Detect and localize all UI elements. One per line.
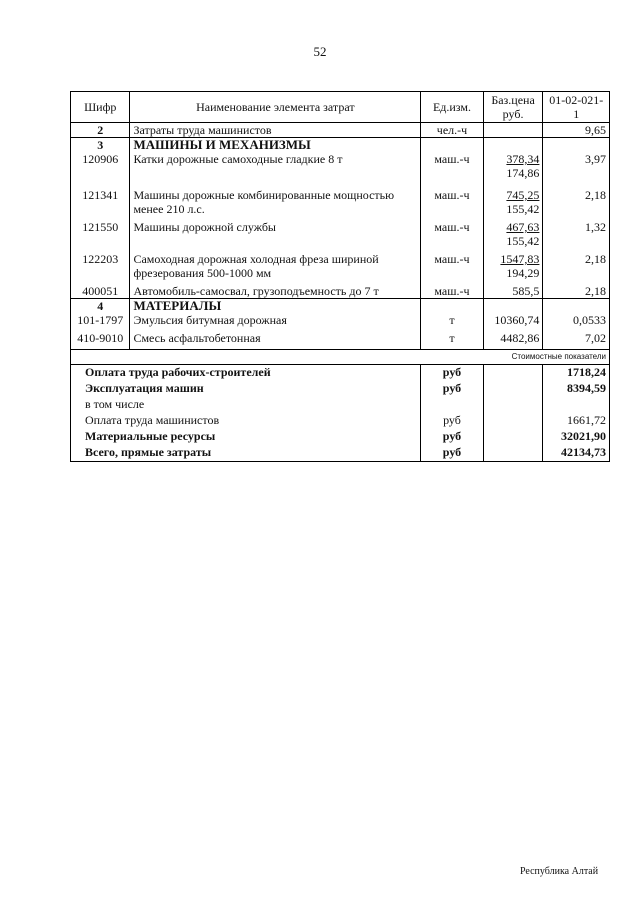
- table-row: [71, 252, 610, 284]
- header-name: Наименование элемента затрат: [130, 92, 421, 123]
- row-value: 1,32: [543, 220, 610, 252]
- header-unit: Ед.изм.: [421, 92, 483, 123]
- row-name: Машины дорожные комбинированные мощностью менее 210 л.с.: [130, 188, 421, 220]
- row-name: Машины дорожной службы: [130, 220, 421, 252]
- row-code: 410-9010: [71, 331, 130, 349]
- table-row: [71, 220, 610, 252]
- total-row: [71, 429, 610, 445]
- price-bottom: 155,42: [506, 234, 540, 248]
- cost-header: Стоимостные показатели: [71, 349, 610, 364]
- total-unit: руб: [421, 364, 483, 381]
- row-value: 3,97: [543, 152, 610, 188]
- table-row: [71, 152, 610, 188]
- row-price: [483, 188, 543, 220]
- section-title: МАТЕРИАЛЫ: [130, 299, 421, 314]
- table-row: [71, 123, 610, 138]
- cost-table: [70, 91, 610, 462]
- row-value: 2,18: [543, 252, 610, 284]
- row-price: [483, 252, 543, 284]
- section-code: 4: [71, 299, 130, 314]
- price-top: 745,25: [506, 188, 540, 202]
- row-code: 2: [71, 123, 130, 138]
- total-value: 42134,73: [543, 445, 610, 462]
- header-base-price: Баз.цена руб.: [483, 92, 543, 123]
- table-row: [71, 188, 610, 220]
- total-row: [71, 413, 610, 429]
- row-unit: маш.-ч: [421, 220, 483, 252]
- section-title: МАШИНЫ И МЕХАНИЗМЫ: [130, 138, 421, 153]
- row-name: Смесь асфальтобетонная: [130, 331, 421, 349]
- row-code: 121550: [71, 220, 130, 252]
- footer-region: Республика Алтай: [520, 866, 599, 877]
- total-value: 1661,72: [543, 413, 610, 429]
- total-label: Всего, прямые затраты: [71, 445, 421, 462]
- price-top: 378,34: [506, 152, 540, 166]
- table-row: [71, 313, 610, 331]
- price-top: 585,5: [512, 284, 540, 298]
- header-code: Шифр: [71, 92, 130, 123]
- total-label: Эксплуатация машин: [71, 381, 421, 397]
- total-unit: руб: [421, 429, 483, 445]
- row-price: [483, 220, 543, 252]
- row-code: 400051: [71, 284, 130, 299]
- row-name: Затраты труда машинистов: [130, 123, 421, 138]
- page-number: 52: [313, 44, 327, 59]
- row-value: 2,18: [543, 188, 610, 220]
- row-code: 122203: [71, 252, 130, 284]
- total-value: 8394,59: [543, 381, 610, 397]
- total-row: [71, 381, 610, 397]
- row-price: [483, 123, 543, 138]
- row-value: 0,0533: [543, 313, 610, 331]
- total-value: [543, 397, 610, 413]
- price-bottom: 174,86: [506, 166, 540, 180]
- total-row: [71, 397, 610, 413]
- row-unit: маш.-ч: [421, 252, 483, 284]
- total-value: 32021,90: [543, 429, 610, 445]
- total-unit: руб: [421, 445, 483, 462]
- row-value: 7,02: [543, 331, 610, 349]
- price-bottom: 155,42: [506, 202, 540, 216]
- row-price: [483, 152, 543, 188]
- total-label: Оплата труда рабочих-строителей: [71, 364, 421, 381]
- table-row: [71, 284, 610, 299]
- row-code: 120906: [71, 152, 130, 188]
- row-name: Автомобиль-самосвал, грузоподъемность до 7 т: [130, 284, 421, 299]
- row-name: Катки дорожные самоходные гладкие 8 т: [130, 152, 421, 188]
- row-unit: маш.-ч: [421, 188, 483, 220]
- total-value: 1718,24: [543, 364, 610, 381]
- row-value: 2,18: [543, 284, 610, 299]
- cost-header-row: [71, 349, 610, 364]
- row-unit: маш.-ч: [421, 152, 483, 188]
- price-top: 1547,83: [500, 252, 540, 266]
- row-price: 4482,86: [483, 331, 543, 349]
- total-unit: руб: [421, 381, 483, 397]
- price-bottom: 194,29: [506, 266, 540, 280]
- total-label: Оплата труда машинистов: [71, 413, 421, 429]
- total-label: Материальные ресурсы: [71, 429, 421, 445]
- section-row-machines: [71, 138, 610, 153]
- row-code: 101-1797: [71, 313, 130, 331]
- price-top: 467,63: [506, 220, 540, 234]
- total-unit: руб: [421, 413, 483, 429]
- row-price: 10360,74: [483, 313, 543, 331]
- section-row-materials: [71, 299, 610, 314]
- total-unit: [421, 397, 483, 413]
- row-name: Самоходная дорожная холодная фреза шириной фрезерования 500-1000 мм: [130, 252, 421, 284]
- row-unit: т: [421, 313, 483, 331]
- section-code: 3: [71, 138, 130, 153]
- total-label: в том числе: [71, 397, 421, 413]
- row-price: [483, 284, 543, 299]
- total-row: [71, 364, 610, 381]
- row-code: 121341: [71, 188, 130, 220]
- row-unit: маш.-ч: [421, 284, 483, 299]
- row-unit: чел.-ч: [421, 123, 483, 138]
- total-row: [71, 445, 610, 462]
- row-value: 9,65: [543, 123, 610, 138]
- row-name: Эмульсия битумная дорожная: [130, 313, 421, 331]
- header-norm: 01-02-021-1: [543, 92, 610, 123]
- table-header-row: [71, 92, 610, 123]
- table-row: [71, 331, 610, 349]
- row-unit: т: [421, 331, 483, 349]
